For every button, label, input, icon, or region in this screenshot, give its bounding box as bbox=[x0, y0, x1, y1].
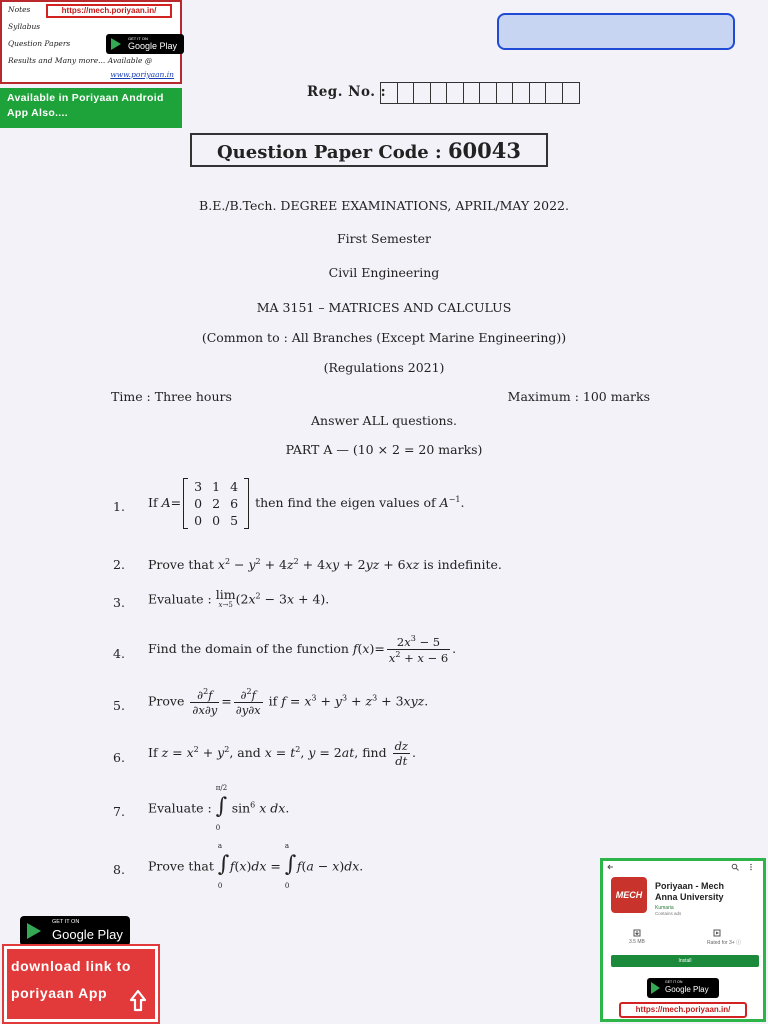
common-note: (Common to : All Branches (Except Marine Engineering)) bbox=[201, 330, 567, 345]
question-5: Prove $\frac{\partial^2f}{\partial x\partial y}$ = $\frac{\partial^2f}{\partial y\partial x}$ if $f = x^3 + y^3 + z^3 + 3xyz$. bbox=[148, 687, 429, 717]
back-arrow-icon[interactable] bbox=[607, 863, 615, 871]
google-play-icon bbox=[651, 982, 660, 994]
app-url-link[interactable]: https://mech.poriyaan.in/ bbox=[619, 1002, 747, 1018]
question-number: 4. bbox=[113, 646, 125, 661]
google-play-badge[interactable]: GET IT ON Google Play bbox=[20, 916, 130, 946]
app-size: 3.5 MB bbox=[629, 939, 645, 945]
question-number: 7. bbox=[113, 804, 125, 819]
question-7: Evaluate : π/2 ∫ 0 $\sin^6 x$ dx. bbox=[148, 784, 290, 832]
subject: MA 3151 – MATRICES AND CALCULUS bbox=[256, 300, 512, 315]
promo-results: Results and Many more... Available @ bbox=[8, 56, 153, 65]
google-play-badge-small[interactable]: GET IT ON Google Play bbox=[106, 34, 184, 54]
reg-no-boxes bbox=[380, 82, 580, 104]
rating-icon bbox=[713, 929, 721, 937]
download-size-icon bbox=[633, 929, 641, 937]
app-store-card[interactable] bbox=[600, 858, 766, 1022]
question-3: Evaluate : lim x→5 $(2x^2 - 3x + 4)$. bbox=[148, 587, 330, 609]
poriyaan-promo-box[interactable] bbox=[0, 0, 182, 84]
google-play-badge-card[interactable]: GET IT ON Google Play bbox=[647, 978, 719, 998]
promo-question-papers: Question Papers bbox=[8, 39, 71, 48]
branch: Civil Engineering bbox=[328, 265, 440, 280]
promo-site-link[interactable]: www.poriyaan.in bbox=[110, 70, 174, 79]
android-app-banner[interactable]: Available in Poriyaan Android App Also.... bbox=[0, 88, 182, 128]
question-6: If $z = x^2 + y^2$, and $x = t^2$, y = 2at, find $\frac{dz}{dt}$ . bbox=[148, 739, 416, 768]
matrix-a: 3 1 4 0 2 6 0 0 5 bbox=[183, 478, 249, 529]
app-name: Poriyaan - Mech Anna University bbox=[655, 881, 725, 902]
time-label: Time : Three hours bbox=[111, 389, 232, 404]
up-arrow-icon bbox=[129, 989, 147, 1013]
app-developer[interactable]: Kumaria bbox=[655, 905, 674, 911]
question-paper-code: Question Paper Code : 60043 bbox=[190, 133, 548, 167]
app-contains-ads: Contains ads bbox=[655, 911, 682, 916]
question-8: Prove that a ∫ 0 f(x)dx = a ∫ 0 f(a − x)dx. bbox=[148, 842, 364, 890]
promo-notes: Notes bbox=[8, 5, 31, 14]
semester: First Semester bbox=[336, 231, 432, 246]
google-play-icon bbox=[27, 923, 41, 939]
exam-title: B.E./B.Tech. DEGREE EXAMINATIONS, APRIL/MAY 2022. bbox=[199, 198, 569, 213]
install-button[interactable]: Install bbox=[611, 955, 759, 967]
promo-syllabus: Syllabus bbox=[8, 22, 41, 31]
question-number: 6. bbox=[113, 750, 125, 765]
question-1: If A= 3 1 4 0 2 6 0 0 5 then find the eigen values of $A^{-1}$. bbox=[148, 479, 465, 528]
google-play-icon bbox=[111, 38, 121, 50]
question-2: Prove that $x^2 - y^2 + 4z^2 + 4xy + 2yz + 6xz$ is indefinite. bbox=[148, 557, 502, 573]
question-number: 3. bbox=[113, 595, 125, 610]
app-logo: MECH bbox=[611, 877, 647, 913]
regulations: (Regulations 2021) bbox=[323, 360, 445, 375]
reg-no-label: Reg. No. : bbox=[307, 84, 387, 100]
question-number: 1. bbox=[113, 499, 125, 514]
download-app-button[interactable]: download link to poriyaan App bbox=[4, 946, 158, 1022]
promo-url-link[interactable]: https://mech.poriyaan.in/ bbox=[46, 4, 172, 18]
more-icon[interactable] bbox=[749, 863, 753, 871]
question-number: 5. bbox=[113, 698, 125, 713]
max-marks-label: Maximum : 100 marks bbox=[507, 389, 650, 404]
question-number: 2. bbox=[113, 557, 125, 572]
part-a-heading: PART A — (10 × 2 = 20 marks) bbox=[285, 442, 483, 457]
search-icon[interactable] bbox=[731, 863, 739, 871]
question-number: 8. bbox=[113, 862, 125, 877]
question-4: Find the domain of the function f(x)= $\frac{2x^3 - 5}{x^2 + x - 6}$ . bbox=[148, 634, 457, 665]
app-rating: Rated for 3+ ⓘ bbox=[707, 940, 742, 946]
instructions: Answer ALL questions. bbox=[311, 413, 457, 428]
blank-blue-box bbox=[497, 13, 735, 50]
